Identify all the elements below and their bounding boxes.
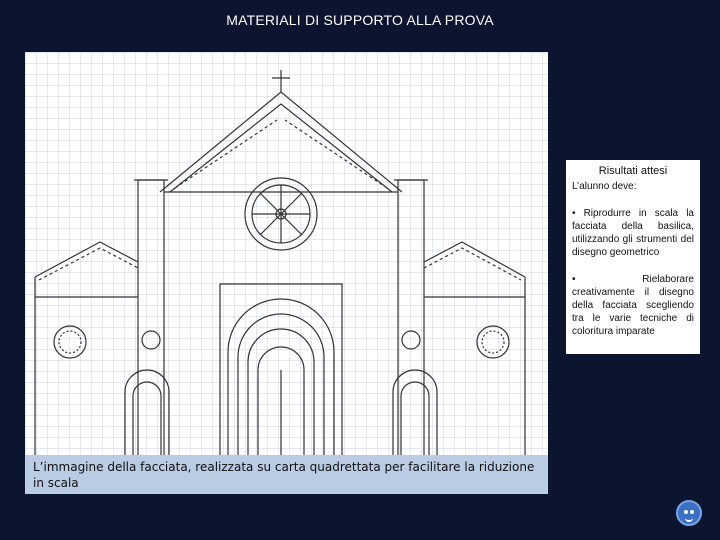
graph-paper-drawing xyxy=(25,52,548,494)
results-heading: Risultati attesi xyxy=(598,165,668,177)
results-item-1: • Riprodurre in scala la facciata della basilica, utilizzando gli strumenti del disegno geometrico xyxy=(572,208,694,258)
results-box xyxy=(566,160,700,354)
drawing-caption: L’immagine della facciata, realizzata su carta quadrettata per facilitare la riduzione in scala xyxy=(25,455,548,494)
facade-drawing xyxy=(25,52,548,494)
robot-mouth xyxy=(685,517,693,522)
results-intro: L’alunno deve: xyxy=(572,181,637,192)
robot-eye-left xyxy=(684,510,688,514)
robot-eye-right xyxy=(690,510,694,514)
results-item-2: • Rielaborare creativamente il disegno della facciata scegliendo tra le varie tecniche di coloritura imparate xyxy=(572,274,694,337)
slide-title: MATERIALI DI SUPPORTO ALLA PROVA xyxy=(226,12,494,28)
robot-face-icon[interactable] xyxy=(676,500,702,526)
rose-window xyxy=(245,178,317,250)
